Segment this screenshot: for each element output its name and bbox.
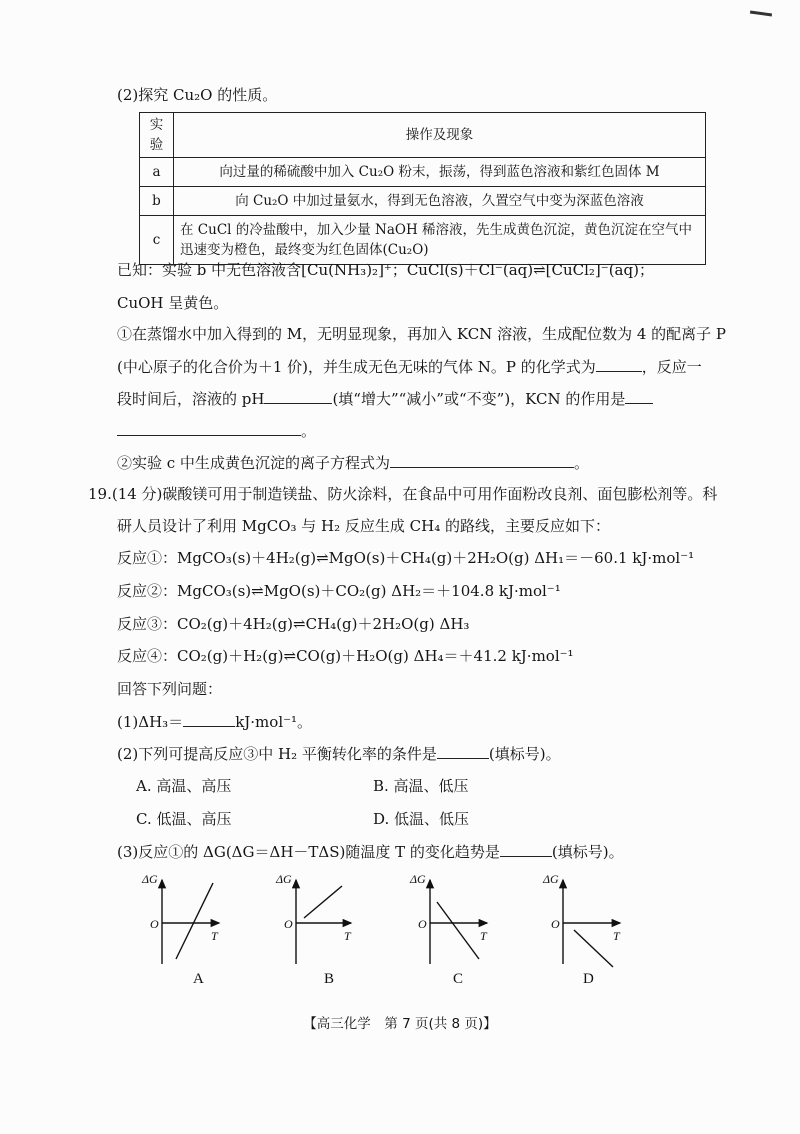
reaction-3: 反应③：CO₂(g)＋4H₂(g)⇌CH₄(g)＋2H₂O(g) ΔH₃ [117,615,470,633]
q2-text: ②实验 c 中生成黄色沉淀的离子方程式为 [117,454,390,472]
table-header: 操作及现象 [174,113,706,158]
q1-line-3-end: (填“增大”“减小”或“不变”)，KCN 的作用是 [332,390,626,408]
q1-line-2-end: ，反应一 [641,358,702,376]
graph-d-origin: O [551,917,560,931]
table-cell-id: b [140,187,174,216]
q2-end: 。 [573,454,589,472]
sub1-unit: kJ·mol⁻¹。 [235,713,313,731]
table-cell-text: 向过量的稀硫酸中加入 Cu₂O 粉末，振荡，得到蓝色溶液和紫红色固体 M [174,158,706,187]
known-line-2: CuOH 呈黄色。 [117,294,229,312]
problem19-line-2: 研人员设计了利用 MgCO₃ 与 H₂ 反应生成 CH₄ 的路线，主要反应如下： [117,517,611,535]
option-a: A. 高温、高压 [136,777,232,795]
graph-d-x-label: T [613,929,620,943]
q1-line-1: ①在蒸馏水中加入得到的 M，无明显现象，再加入 KCN 溶液，生成配位数为 4 的配离子 P [117,325,727,343]
graph-a-y-label: ΔG [142,872,158,886]
table-cell-text: 向 Cu₂O 中加过量氨水，得到无色溶液，久置空气中变为深蓝色溶液 [174,187,706,216]
answer-prompt: 回答下列问题： [117,680,223,698]
graph-c-origin: O [418,917,427,931]
sub2-text: (2)下列可提高反应③中 H₂ 平衡转化率的条件是 [117,745,437,763]
graph-b-label: B [324,971,335,987]
graph-a-label: A [193,971,204,987]
table-cell-id: c [140,216,174,265]
reaction-1: 反应①：MgCO₃(s)＋4H₂(g)⇌MgO(s)＋CH₄(g)＋2H₂O(g) ΔH₁＝－60.1 kJ·mol⁻¹ [117,549,695,567]
reaction-2: 反应②：MgCO₃(s)⇌MgO(s)＋CO₂(g) ΔH₂＝＋104.8 kJ·mol⁻¹ [117,582,561,600]
graph-d-label: D [583,971,594,987]
problem19-line-1: 19.(14 分)碳酸镁可用于制造镁盐、防火涂料，在食品中可用作面粉改良剂、面包膨松剂等。科 [88,485,718,503]
known-line-1: 已知：实验 b 中无色溶液含[Cu(NH₃)₂]⁺；CuCl(s)＋Cl⁻(aq)⇌[CuCl₂]⁻(aq)； [117,261,654,279]
graph-c-y-label: ΔG [410,872,426,886]
table-header: 实验 [140,113,174,158]
reaction-4: 反应④：CO₂(g)＋H₂(g)⇌CO(g)＋H₂O(g) ΔH₄＝＋41.2 kJ·mol⁻¹ [117,647,574,665]
graph-c-line [437,902,479,959]
q1-line-3-text: 段时间后，溶液的 pH [117,390,265,408]
option-b: B. 高温、低压 [373,777,469,795]
graph-b-x-label: T [344,929,351,943]
sub3-end: (填标号)。 [551,843,624,861]
graph-b-line [304,886,342,918]
graph-d-y-label: ΔG [543,872,559,886]
option-d: D. 低温、低压 [373,810,470,828]
page-footer: 【高三化学 第 7 页(共 8 页)】 [303,1016,497,1032]
sub2-end: (填标号)。 [488,745,561,763]
graph-b-origin: O [284,917,293,931]
graph-a-origin: O [150,917,159,931]
table-cell-id: a [140,158,174,187]
part2-title: (2)探究 Cu₂O 的性质。 [117,86,278,104]
table-cell-text: 在 CuCl 的冷盐酸中，加入少量 NaOH 稀溶液，先生成黄色沉淀，黄色沉淀在空气中迅速变为橙色，最终变为红色固体(Cu₂O) [174,216,706,265]
graph-b-y-label: ΔG [276,872,292,886]
graph-c-x-label: T [480,929,487,943]
graph-a-line [176,883,213,959]
graph-d-line [574,930,613,967]
graph-c-label: C [453,971,464,987]
graph-a-x-label: T [211,929,218,943]
q1-line-2-text: (中心原子的化合价为＋1 价)，并生成无色无味的气体 N。P 的化学式为 [117,358,596,376]
option-c: C. 低温、高压 [136,810,232,828]
sub1-text: (1)ΔH₃＝ [117,713,184,731]
sub3-text: (3)反应①的 ΔG(ΔG＝ΔH－TΔS)随温度 T 的变化趋势是 [117,843,500,861]
q1-line-4-end: 。 [301,422,317,440]
